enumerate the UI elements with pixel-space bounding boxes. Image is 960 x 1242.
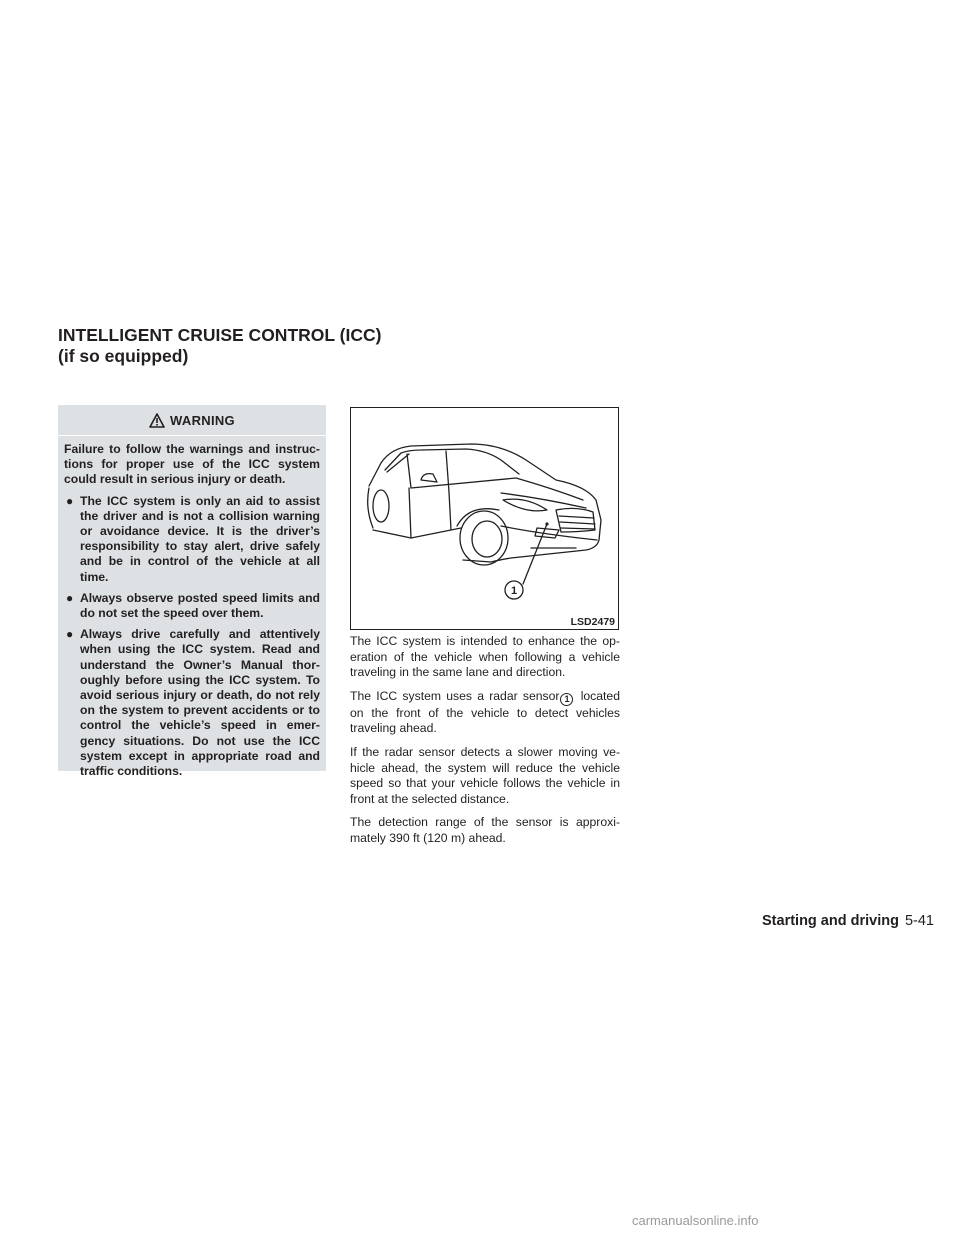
warning-header [58, 405, 326, 436]
car-radar-sensor-illustration [351, 408, 618, 629]
warning-bullet-text: Always drive carefully and attentively when using the ICC system. Read and understand the Owner’s Manual thor-oughly before using the ICC system. To avoid serious injury or death, do not rely on the system to prevent accidents or to control the vehicle’s speed in emer-gency situations. Do not use the ICC system except in appropriate road and traffic conditions. [80, 627, 320, 779]
watermark-link[interactable]: carmanualsonline.info [632, 1213, 759, 1228]
section-heading-subtitle: (if so equipped) [58, 346, 189, 366]
warning-bullet-text: Always observe posted speed limits and do not set the speed over them. [80, 590, 320, 621]
paragraph-detection-range: The detection range of the sensor is approxi-mately 390 ft (120 m) ahead. [350, 815, 620, 845]
paragraph-radar-sensor-end: located on the front of the vehicle to detect vehicles traveling ahead. [350, 688, 620, 736]
section-heading-title: INTELLIGENT CRUISE CONTROL (ICC) [58, 325, 382, 345]
paragraph-speed-reduction: If the radar sensor detects a slower moving ve-hicle ahead, the system will reduce the vehicle speed so that your vehicle follows the vehicle in front at the selected distance. [350, 744, 620, 806]
warning-bullet-item [64, 591, 320, 621]
callout-number: 1 [510, 585, 518, 597]
footer-section-title: Starting and driving [762, 913, 899, 929]
page-number: 5-41 [904, 913, 934, 929]
bullet-icon: ● [66, 493, 74, 508]
section-heading [58, 325, 381, 367]
figure-code: LSD2479 [570, 616, 615, 628]
warning-box [58, 405, 326, 779]
warning-bullet-item [64, 627, 320, 779]
paragraph-radar-sensor-start: The ICC system uses a radar sensor [350, 688, 560, 703]
warning-title: WARNING [170, 412, 235, 428]
callout-badge: 1 [560, 693, 573, 706]
page-footer [762, 913, 934, 929]
car-illustration-figure [350, 407, 619, 630]
bullet-icon: ● [66, 627, 74, 642]
warning-intro: Failure to follow the warnings and instruc-tions for proper use of the ICC system could result in serious injury or death. [64, 442, 320, 487]
warning-triangle-icon [149, 413, 165, 428]
paragraph-intro: The ICC system is intended to enhance the op-eration of the vehicle when following a vehicle traveling in the same lane and direction. [350, 634, 620, 680]
body-text [350, 634, 620, 855]
warning-bullet-item [64, 494, 320, 585]
warning-list [64, 494, 320, 780]
bullet-icon: ● [66, 590, 74, 605]
paragraph-radar-sensor [350, 689, 620, 737]
warning-bullet-text: The ICC system is only an aid to assist the driver and is not a collision warning or avoidance device. It is the driver’s responsibility to stay alert, drive safely and be in control of the vehicle at all time. [80, 493, 320, 584]
